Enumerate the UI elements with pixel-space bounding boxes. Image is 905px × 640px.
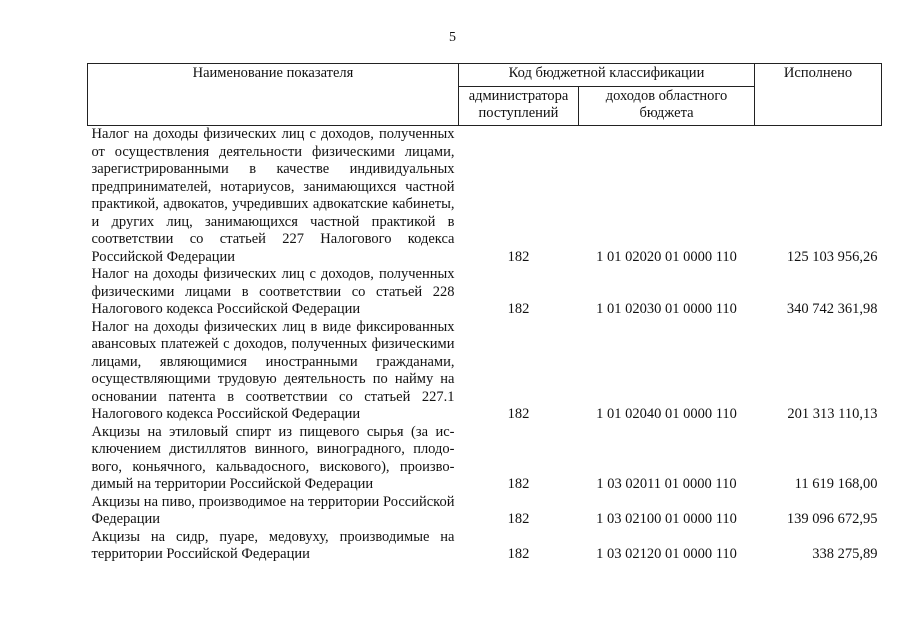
administrator-code: 182 — [507, 301, 530, 317]
table-row — [88, 126, 882, 267]
indicator-name: Акцизы на сидр, пуаре, медовуху, производимые на территории Российской Федерации — [91, 528, 455, 562]
table-header — [88, 64, 882, 126]
header-budget-classification-code: Код бюджетной классификации — [459, 64, 755, 87]
executed-amount: 338 275,89 — [812, 546, 878, 562]
income-code: 1 03 02100 01 0000 110 — [596, 511, 737, 527]
indicator-name: Налог на доходы физических лиц в виде фиксированных авансовых платежей с доходов, полученных физическими лицами, являющимися иностранными гражданами, осуществляющими трудовую деятельность по найму на основании патента в соответствии со статьей 227.1 Налогового кодекса Российской Федерации — [91, 318, 455, 422]
income-code: 1 01 02020 01 0000 110 — [596, 248, 737, 265]
budget-table — [87, 63, 882, 564]
header-regional-income: доходов областного бюджета — [579, 87, 755, 126]
table-row — [88, 424, 882, 494]
administrator-code: 182 — [507, 248, 530, 265]
income-code: 1 03 02011 01 0000 110 — [596, 476, 737, 492]
executed-amount: 340 742 361,98 — [786, 301, 878, 317]
table-row — [88, 494, 882, 529]
administrator-code: 182 — [507, 476, 530, 492]
table-row — [88, 529, 882, 564]
header-administrator: администратора поступлений — [459, 87, 579, 126]
header-executed: Исполнено — [755, 64, 882, 126]
income-code: 1 01 02040 01 0000 110 — [596, 406, 737, 422]
indicator-name: Налог на доходы физических лиц с доходов, полученных физическими лицами в соответствии со статьей 228 Налогового кодекса Российской Федерации — [91, 266, 455, 317]
header-indicator-name: Наименование показателя — [88, 64, 459, 126]
table-row — [88, 266, 882, 319]
income-code: 1 03 02120 01 0000 110 — [596, 546, 737, 562]
indicator-name: Акцизы на этиловый спирт из пищевого сырья (за исключением дистиллятов винного, виноградного, плодового, коньячного, кальвадосного, вискового), производимый на территории Российской Федерации — [91, 423, 455, 492]
indicator-name: Налог на доходы физических лиц с доходов, полученных от осуществления деятельности физическими лицами, зарегистрированными в качестве индивидуальных предпринимателей, нотариусов, занимающихся частной практикой, адвокатов, учредивших адвокатские кабинеты, и других лиц, занимающихся частной практикой в соответствии со статьей 227 Налогового кодекса Российской Федерации — [91, 126, 455, 265]
executed-amount: 201 313 110,13 — [787, 406, 878, 422]
page-number: 5 — [449, 30, 456, 45]
administrator-code: 182 — [507, 511, 530, 527]
administrator-code: 182 — [507, 406, 530, 422]
executed-amount: 125 103 956,26 — [786, 248, 878, 265]
administrator-code: 182 — [507, 546, 530, 562]
table-row — [88, 319, 882, 424]
indicator-name: Акцизы на пиво, производимое на территории Российской Федерации — [91, 493, 455, 527]
income-code: 1 01 02030 01 0000 110 — [596, 301, 737, 317]
executed-amount: 139 096 672,95 — [786, 511, 878, 527]
executed-amount: 11 619 168,00 — [794, 476, 878, 492]
